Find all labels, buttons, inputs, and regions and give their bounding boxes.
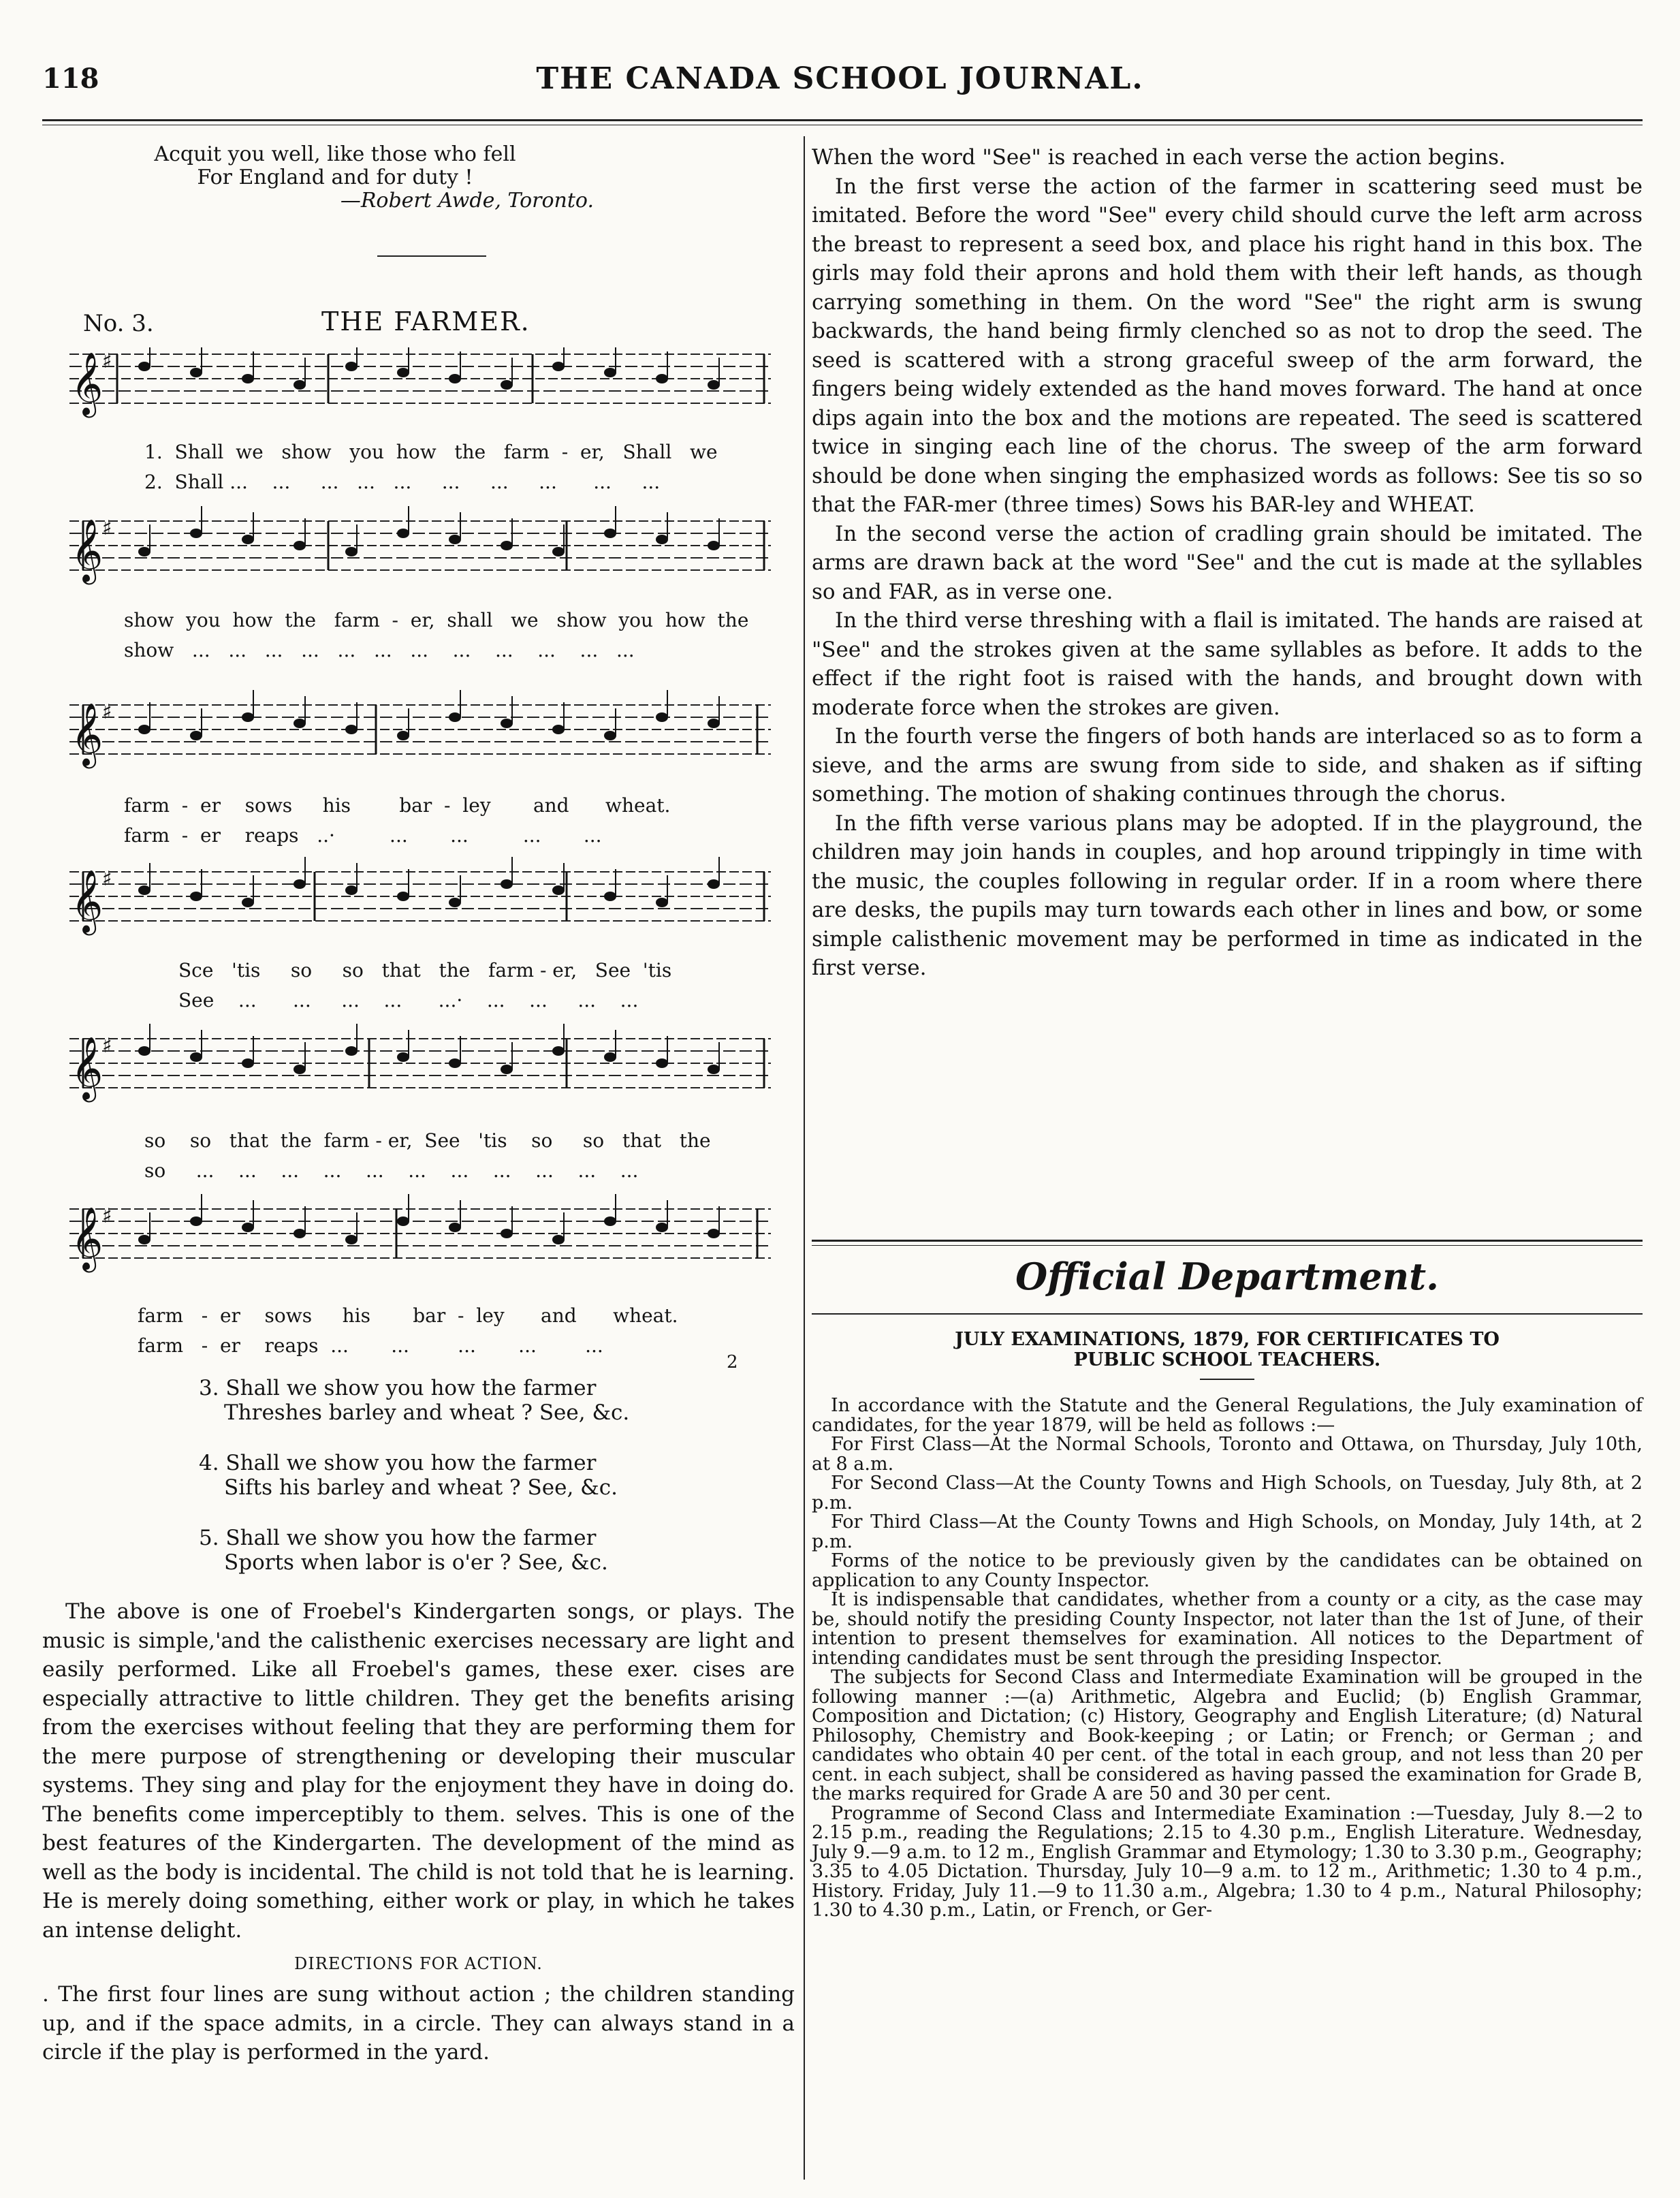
treble-clef-icon: 𝄞 bbox=[71, 1036, 104, 1099]
official-section bbox=[812, 1330, 1643, 1921]
note-head bbox=[604, 1052, 616, 1062]
official-department-heading: Official Department. bbox=[1015, 1255, 1439, 1298]
note-head bbox=[604, 529, 616, 538]
note-head bbox=[294, 1065, 306, 1074]
note-head bbox=[449, 898, 461, 907]
note-head bbox=[604, 892, 616, 901]
body-paragraph: When the word "See" is reached in each verse the action begins. bbox=[812, 145, 1506, 170]
note-head bbox=[294, 380, 306, 390]
poem-tail bbox=[42, 143, 798, 213]
page-number: 118 bbox=[42, 63, 99, 95]
stanza-line: 5. Shall we show you how the farmer bbox=[199, 1526, 597, 1550]
note-head bbox=[604, 731, 616, 740]
note-head bbox=[501, 541, 513, 550]
note-head bbox=[449, 374, 461, 383]
sharp-icon: ♯ bbox=[102, 349, 112, 373]
note-head bbox=[345, 1235, 358, 1244]
note-head bbox=[294, 719, 306, 728]
poem-line: Acquit you well, like those who fell bbox=[154, 142, 516, 166]
column-divider bbox=[804, 136, 805, 2180]
note-head bbox=[138, 1235, 150, 1244]
body-paragraph: . The first four lines are sung without action ; the children standing up, and if the space admits, in a circle. They can always stand in a circle if the play is performed in the yard. bbox=[42, 1982, 795, 2064]
note-head bbox=[345, 547, 358, 556]
exam-paragraph: For First Class—At the Normal Schools, Toronto and Ottawa, on Thursday, July 10th, at 8 a.m. bbox=[812, 1434, 1643, 1475]
note-head bbox=[604, 368, 616, 377]
treble-clef-icon: 𝄞 bbox=[71, 869, 104, 932]
song-title: THE FARMER. bbox=[321, 307, 530, 336]
note-head bbox=[552, 1046, 565, 1056]
sharp-icon: ♯ bbox=[102, 1034, 112, 1058]
note-head bbox=[242, 1223, 254, 1232]
lyric-line: farm - er sows his bar - ley and wheat. bbox=[124, 794, 671, 817]
lyric-line: so ... ... ... ... ... ... ... ... ... ... ... bbox=[144, 1159, 639, 1182]
exam-title: JULY EXAMINATIONS, 1879, FOR CERTIFICATES TO bbox=[955, 1329, 1500, 1350]
stanza-line: Sports when labor is o'er ? See, &c. bbox=[224, 1550, 608, 1575]
stanza-line: 3. Shall we show you how the farmer bbox=[199, 1376, 597, 1400]
note-head bbox=[190, 368, 202, 377]
note-head bbox=[345, 362, 358, 371]
title-rule bbox=[1200, 1379, 1254, 1380]
right-column bbox=[812, 143, 1643, 983]
lyric-line: show ... ... ... ... ... ... ... ... ... ... ... ... bbox=[124, 639, 635, 661]
lyric-line: farm - er sows his bar - ley and wheat. bbox=[138, 1304, 678, 1327]
note-head bbox=[242, 712, 254, 722]
exam-paragraph: In accordance with the Statute and the General Regulations, the July examination of candidates, for the year 1879, will be held as follows :— bbox=[812, 1395, 1643, 1436]
note-head bbox=[552, 547, 565, 556]
stanza-line: 4. Shall we show you how the farmer bbox=[199, 1451, 597, 1475]
note-head bbox=[294, 541, 306, 550]
note-head bbox=[552, 362, 565, 371]
note-head bbox=[708, 380, 720, 390]
note-head bbox=[501, 1229, 513, 1238]
stanza-3 bbox=[199, 1376, 629, 1425]
lyric-line: farm - er reaps ... ... ... ... ... bbox=[138, 1334, 603, 1357]
note-head bbox=[294, 1229, 306, 1238]
note-head bbox=[708, 719, 720, 728]
body-paragraph: In the second verse the action of cradling grain should be imitated. The arms are drawn back at the word "See" and the cut is made at the syllables so and FAR, as in verse one. bbox=[812, 521, 1643, 604]
music-staff bbox=[69, 857, 771, 935]
treble-clef-icon: 𝄞 bbox=[71, 518, 104, 582]
note-head bbox=[397, 892, 409, 901]
exam-paragraph: Programme of Second Class and Intermediate Examination :—Tuesday, July 8.—2 to 2.15 p.m., reading the Regulations; 2.15 to 4.30 p.m., English Literature. Wednesday, July 9.—9 a.m. to 12 m., English Grammar and Etymology; 1.30 to 3.30 p.m., Geography; 3.35 to 4.05 Dictation. Thursday, July 10—9 a.m. to 12 m., Arithmetic; 1.30 to 4 p.m., History. Friday, July 11.—9 to 11.30 a.m., Algebra; 1.30 to 4 p.m., Natural Philosophy; 1.30 to 4.30 p.m., Latin, or French, or Ger- bbox=[812, 1802, 1643, 1921]
figure-number: 2 bbox=[727, 1352, 738, 1372]
exam-paragraph: For Second Class—At the County Towns and High Schools, on Tuesday, July 8th, at 2 p.m. bbox=[812, 1473, 1643, 1513]
music-staff bbox=[69, 506, 771, 584]
lyric-line: farm - er reaps ..· ... ... ... ... bbox=[124, 824, 602, 847]
note-head bbox=[656, 712, 668, 722]
sharp-icon: ♯ bbox=[102, 1204, 112, 1228]
header-rule bbox=[42, 119, 1643, 121]
music-staff bbox=[69, 690, 771, 768]
exam-paragraph: Forms of the notice to be previously given by the candidates can be obtained on application to any County Inspector. bbox=[812, 1550, 1643, 1591]
lyric-line: See ... ... ... ... ...· ... ... ... ... bbox=[178, 989, 639, 1011]
note-head bbox=[708, 879, 720, 889]
note-head bbox=[190, 529, 202, 538]
note-head bbox=[138, 885, 150, 895]
note-head bbox=[656, 1223, 668, 1232]
note-head bbox=[501, 719, 513, 728]
note-head bbox=[138, 362, 150, 371]
note-head bbox=[449, 712, 461, 722]
stanza-line: Threshes barley and wheat ? See, &c. bbox=[224, 1400, 630, 1425]
note-head bbox=[190, 731, 202, 740]
note-head bbox=[656, 374, 668, 383]
poem-line: For England and for duty ! bbox=[197, 166, 473, 189]
note-head bbox=[397, 731, 409, 740]
music-staff bbox=[69, 347, 771, 418]
note-head bbox=[190, 1216, 202, 1226]
music-staff bbox=[69, 1194, 771, 1272]
exam-paragraph: The subjects for Second Class and Intermediate Examination will be grouped in the following manner :—(a) Arithmetic, Algebra and Euclid; (b) English Grammar, Composition and Dictation; (c) History, Geography and English Literature; (d) Natural Philosophy, Chemistry and Book-keeping ; or Latin; or French; or German ; and candidates who obtain 40 per cent. of the total in each group, and not less than 20 per cent. in each subject, shall be considered as having passed the examination for Grade B, the marks required for Grade A are 50 and 30 per cent. bbox=[812, 1667, 1643, 1804]
body-paragraph: In the fourth verse the fingers of both hands are interlaced so as to form a sieve, and the arms are swung from side to side, and shaken as if sifting something. The motion of shaking continues through the chorus. bbox=[812, 724, 1643, 806]
note-head bbox=[242, 535, 254, 544]
lyric-line: show you how the farm - er, shall we show you how the bbox=[124, 609, 749, 631]
note-head bbox=[345, 725, 358, 734]
note-head bbox=[449, 1058, 461, 1068]
stanza-5 bbox=[199, 1526, 608, 1575]
note-head bbox=[449, 535, 461, 544]
note-head bbox=[345, 885, 358, 895]
sharp-icon: ♯ bbox=[102, 867, 112, 891]
stanza-line: Sifts his barley and wheat ? See, &c. bbox=[224, 1475, 618, 1500]
note-head bbox=[552, 1235, 565, 1244]
section-rule bbox=[812, 1313, 1643, 1315]
exam-paragraph: For Third Class—At the County Towns and High Schools, on Monday, July 14th, at 2 p.m. bbox=[812, 1511, 1643, 1552]
sheet-music bbox=[42, 347, 798, 1505]
note-head bbox=[708, 1229, 720, 1238]
note-head bbox=[397, 1052, 409, 1062]
note-head bbox=[656, 535, 668, 544]
body-paragraph: In the first verse the action of the farmer in scattering seed must be imitated. Before the word "See" every child should curve the left arm across the breast to represent a seed box, and place his right hand in this box. The girls may fold their aprons and hold them with their left hands, as though carrying something in them. On the word "See" the right arm is swung backwards, the hand being firmly clenched so as not to drop the seed. The seed is scattered with a strong graceful sweep of the arm forward, the fingers being widely extended as the hand moves forward. The hand at once dips again into the box and the motions are repeated. The seed is scattered twice in singing each line of the chorus. The sweep of the arm forward should be done when singing the emphasized words as follows: See tis so so that the FAR-mer (three times) Sows his BAR-ley and WHEAT. bbox=[812, 174, 1643, 517]
poem-attribution: —Robert Awde, Toronto. bbox=[340, 189, 594, 213]
note-head bbox=[501, 1065, 513, 1074]
note-head bbox=[345, 1046, 358, 1056]
music-staff bbox=[69, 1024, 771, 1102]
lyric-line: Sce 'tis so so that the farm - er, See 'tis bbox=[178, 959, 672, 982]
treble-clef-icon: 𝄞 bbox=[71, 1206, 104, 1270]
body-paragraph: The above is one of Froebel's Kindergarten songs, or plays. The music is simple,'and the calisthenic exercises necessary are light and easily performed. Like all Froebel's games, these exer. cises are especially attractive to little children. They get the benefits arising from the exercises without feeling that they are performing them for the mere purpose of strengthening or developing their muscular systems. They sing and play for the enjoyment they have in doing do. The benefits come imperceptibly to them. selves. This is one of the best features of the Kindergarten. The development of the mind as well as the body is incidental. The child is not told that he is learning. He is merely doing something, either work or play, in which he takes an intense delight. bbox=[42, 1599, 795, 1943]
section-rule-thin bbox=[812, 1245, 1643, 1246]
treble-clef-icon: 𝄞 bbox=[71, 702, 104, 766]
note-head bbox=[552, 725, 565, 734]
note-head bbox=[449, 1223, 461, 1232]
body-paragraph: In the fifth verse various plans may be adopted. If in the playground, the children may join hands in couples, and hop around trippingly in time with the music, the couples following in regular order. If in a room where there are desks, the pupils may turn towards each other in lines and bow, or some simple calisthenic movement may be performed in time as indicated in the first verse. bbox=[812, 811, 1643, 980]
note-head bbox=[604, 1216, 616, 1226]
note-head bbox=[190, 1052, 202, 1062]
note-head bbox=[397, 529, 409, 538]
treble-clef-icon: 𝄞 bbox=[71, 351, 104, 415]
note-head bbox=[138, 547, 150, 556]
note-head bbox=[397, 1216, 409, 1226]
lyric-line: so so that the farm - er, See 'tis so so that the bbox=[144, 1129, 711, 1152]
note-head bbox=[708, 541, 720, 550]
note-head bbox=[501, 380, 513, 390]
journal-title: THE CANADA SCHOOL JOURNAL. bbox=[536, 61, 1144, 96]
stanza-4 bbox=[199, 1451, 618, 1500]
section-rule bbox=[812, 1240, 1643, 1242]
note-head bbox=[294, 879, 306, 889]
note-head bbox=[190, 892, 202, 901]
sharp-icon: ♯ bbox=[102, 700, 112, 724]
note-head bbox=[656, 898, 668, 907]
directions-heading: DIRECTIONS FOR ACTION. bbox=[294, 1954, 543, 1973]
body-paragraph: In the third verse threshing with a flail is imitated. The hands are raised at "See" and the strokes given at the same syllables as before. It adds to the effect if the right foot is raised with the hands, and brought down with moderate force when the strokes are given. bbox=[812, 608, 1643, 720]
note-head bbox=[242, 374, 254, 383]
left-column bbox=[42, 142, 798, 2064]
note-head bbox=[138, 1046, 150, 1056]
note-head bbox=[656, 1058, 668, 1068]
song-number: No. 3. bbox=[83, 310, 154, 337]
note-head bbox=[242, 898, 254, 907]
note-head bbox=[397, 368, 409, 377]
note-head bbox=[708, 1065, 720, 1074]
note-head bbox=[242, 1058, 254, 1068]
lyric-line: 1. Shall we show you how the farm - er, Shall we bbox=[144, 441, 718, 463]
note-head bbox=[138, 725, 150, 734]
sharp-icon: ♯ bbox=[102, 516, 112, 540]
note-head bbox=[501, 879, 513, 889]
lyric-line: 2. Shall ... ... ... ... ... ... ... ... ... ... bbox=[144, 471, 661, 493]
exam-paragraph: It is indispensable that candidates, whether from a county or a city, as the case may be, should notify the presiding County Inspector, not later than the 1st of June, of their intention to present themselves for examination. All notices to the Department of intending candidates must be sent through the presiding Inspector. bbox=[812, 1589, 1643, 1669]
exam-title: PUBLIC SCHOOL TEACHERS. bbox=[1073, 1349, 1381, 1370]
section-rule bbox=[377, 255, 486, 257]
note-head bbox=[552, 885, 565, 895]
